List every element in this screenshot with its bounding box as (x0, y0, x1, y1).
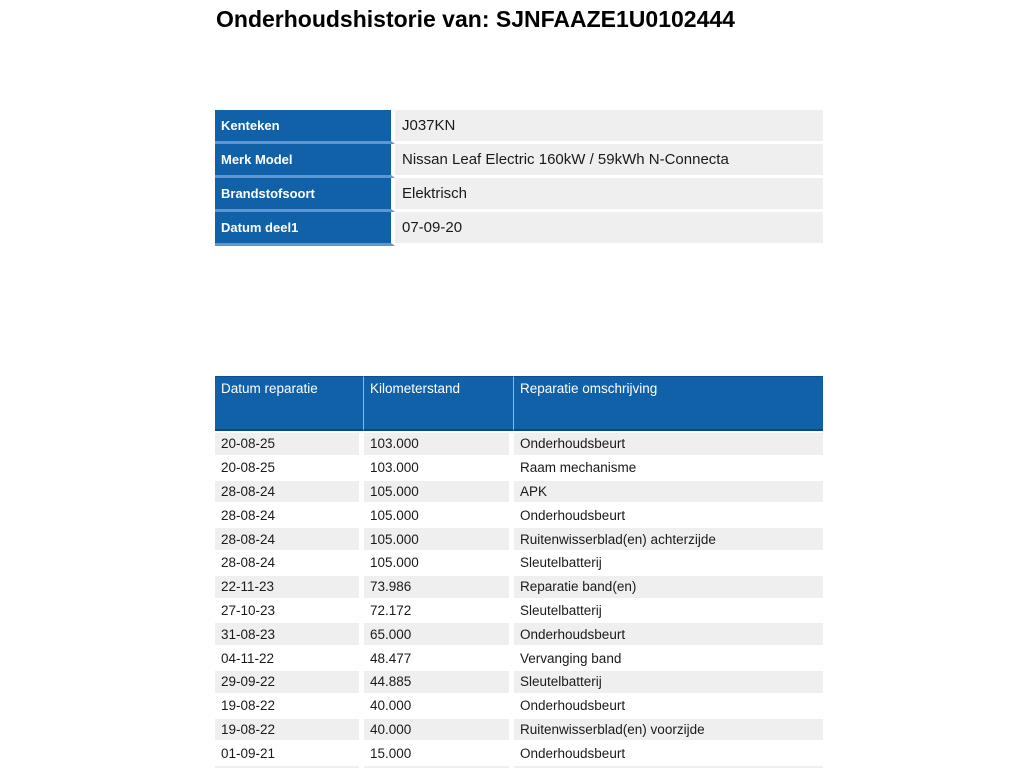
cell-datum-reparatie: 28-08-24 (215, 550, 364, 574)
column-header-kilometerstand: Kilometerstand (364, 376, 514, 431)
cell-kilometerstand: 72.172 (364, 598, 514, 622)
cell-reparatie-omschrijving: Onderhoudsbeurt (514, 621, 823, 645)
table-row (215, 455, 823, 479)
cell-reparatie-omschrijving: Ruitenwisserblad(en) voorzijde (514, 717, 823, 741)
cell-datum-reparatie: 28-08-24 (215, 526, 364, 550)
column-header-reparatie-omschrijving: Reparatie omschrijving (514, 376, 823, 431)
table-row (215, 693, 823, 717)
cell-kilometerstand: 65.000 (364, 621, 514, 645)
cell-kilometerstand: 73.986 (364, 574, 514, 598)
cell-datum-reparatie: 27-10-23 (215, 598, 364, 622)
cell-kilometerstand: 15.000 (364, 740, 514, 764)
table-row (215, 740, 823, 764)
cell-reparatie-omschrijving: Ruitenwisserblad(en) achterzijde (514, 526, 823, 550)
maintenance-history-table (215, 376, 823, 768)
table-row (215, 621, 823, 645)
cell-kilometerstand: 44.885 (364, 669, 514, 693)
table-row (215, 645, 823, 669)
cell-reparatie-omschrijving: Onderhoudsbeurt (514, 431, 823, 455)
cell-datum-reparatie: 01-09-21 (215, 740, 364, 764)
cell-kilometerstand: 105.000 (364, 550, 514, 574)
cell-reparatie-omschrijving: Sleutelbatterij (514, 669, 823, 693)
cell-kilometerstand: 103.000 (364, 455, 514, 479)
cell-reparatie-omschrijving: Onderhoudsbeurt (514, 693, 823, 717)
vehicle-info-value: 07-09-20 (395, 212, 823, 246)
table-row (215, 502, 823, 526)
table-row (215, 717, 823, 741)
vehicle-info-row (215, 110, 823, 144)
cell-datum-reparatie: 28-08-24 (215, 502, 364, 526)
cell-kilometerstand: 105.000 (364, 479, 514, 503)
cell-reparatie-omschrijving: Vervanging band (514, 645, 823, 669)
cell-datum-reparatie: 19-08-22 (215, 717, 364, 741)
vehicle-info-row (215, 178, 823, 212)
cell-kilometerstand (364, 764, 514, 768)
table-row (215, 598, 823, 622)
cell-reparatie-omschrijving (514, 764, 823, 768)
cell-reparatie-omschrijving: Onderhoudsbeurt (514, 502, 823, 526)
vehicle-info-label: Datum deel1 (215, 212, 395, 246)
vehicle-info-row (215, 212, 823, 246)
cell-reparatie-omschrijving: Sleutelbatterij (514, 550, 823, 574)
cell-datum-reparatie: 20-08-25 (215, 431, 364, 455)
table-row (215, 526, 823, 550)
vehicle-info-value: J037KN (395, 110, 823, 144)
cell-datum-reparatie: 31-08-23 (215, 621, 364, 645)
cell-kilometerstand: 40.000 (364, 693, 514, 717)
cell-kilometerstand: 40.000 (364, 717, 514, 741)
cell-datum-reparatie: 19-08-22 (215, 693, 364, 717)
cell-kilometerstand: 48.477 (364, 645, 514, 669)
cell-reparatie-omschrijving: Raam mechanisme (514, 455, 823, 479)
cell-reparatie-omschrijving: Sleutelbatterij (514, 598, 823, 622)
table-row-partial (215, 764, 823, 768)
vehicle-info-label: Merk Model (215, 144, 395, 178)
table-row (215, 431, 823, 455)
cell-datum-reparatie (215, 764, 364, 768)
vehicle-info-value: Elektrisch (395, 178, 823, 212)
column-header-datum-reparatie: Datum reparatie (215, 376, 364, 431)
vehicle-info-label: Kenteken (215, 110, 395, 144)
table-row (215, 669, 823, 693)
vehicle-info-label: Brandstofsoort (215, 178, 395, 212)
cell-reparatie-omschrijving: APK (514, 479, 823, 503)
page-title: Onderhoudshistorie van: SJNFAAZE1U0102444 (216, 6, 735, 32)
cell-datum-reparatie: 04-11-22 (215, 645, 364, 669)
cell-kilometerstand: 105.000 (364, 526, 514, 550)
cell-datum-reparatie: 29-09-22 (215, 669, 364, 693)
cell-kilometerstand: 105.000 (364, 502, 514, 526)
table-row (215, 479, 823, 503)
history-header-row (215, 376, 823, 431)
vehicle-info-value: Nissan Leaf Electric 160kW / 59kWh N-Connecta (395, 144, 823, 178)
cell-reparatie-omschrijving: Onderhoudsbeurt (514, 740, 823, 764)
cell-datum-reparatie: 20-08-25 (215, 455, 364, 479)
table-row (215, 550, 823, 574)
vehicle-info-table (215, 110, 823, 246)
cell-reparatie-omschrijving: Reparatie band(en) (514, 574, 823, 598)
cell-datum-reparatie: 22-11-23 (215, 574, 364, 598)
vehicle-info-row (215, 144, 823, 178)
table-row (215, 574, 823, 598)
cell-datum-reparatie: 28-08-24 (215, 479, 364, 503)
cell-kilometerstand: 103.000 (364, 431, 514, 455)
